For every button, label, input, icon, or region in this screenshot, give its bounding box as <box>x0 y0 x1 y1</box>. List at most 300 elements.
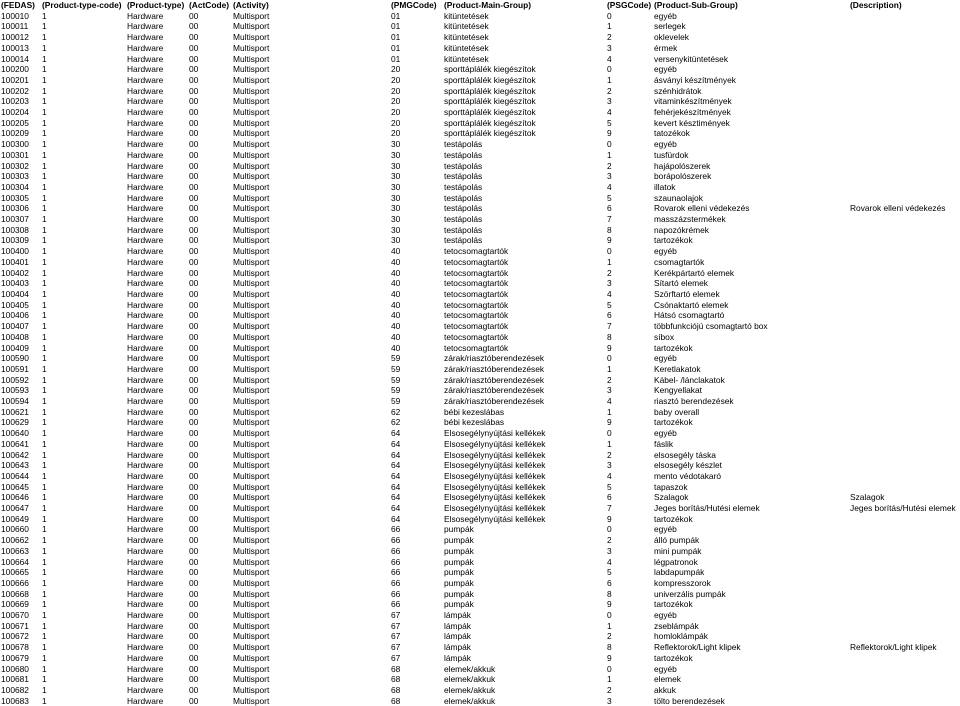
activity-cell: Multisport <box>233 610 270 621</box>
fedas-cell: 100593 <box>1 385 29 396</box>
product-sub-group-cell: egyéb <box>654 139 677 150</box>
pmgcode-cell: 30 <box>391 171 401 182</box>
product-sub-group-cell: univerzális pumpák <box>654 588 726 599</box>
product-type-cell: Hardware <box>127 203 164 214</box>
pmgcode-cell: 30 <box>391 192 401 203</box>
table-row <box>0 450 960 461</box>
activity-cell: Multisport <box>233 107 270 118</box>
product-type-cell: Hardware <box>127 117 164 128</box>
activity-cell: Multisport <box>233 246 270 257</box>
col-header-actcode: (ActCode) <box>189 0 230 10</box>
fedas-cell: 100405 <box>1 299 29 310</box>
product-type-cell: Hardware <box>127 449 164 460</box>
psgcode-cell: 3 <box>607 171 612 182</box>
product-sub-group-cell: Jeges borítás/Hutési elemek <box>654 503 760 514</box>
product-main-group-cell: kitüntetések <box>444 42 489 53</box>
actcode-cell: 00 <box>189 685 199 695</box>
product-type-cell: Hardware <box>127 42 164 53</box>
activity-cell: Multisport <box>233 481 270 492</box>
fedas-cell: 100012 <box>1 32 29 43</box>
description-cell <box>849 278 960 289</box>
actcode-cell: 00 <box>189 503 199 514</box>
fedas-cell: 100594 <box>1 396 29 407</box>
product-type-cell: Hardware <box>127 674 164 685</box>
psgcode-cell: 0 <box>607 610 612 621</box>
product-type-code-cell: 1 <box>42 428 47 439</box>
product-type-code-cell: 1 <box>42 235 47 246</box>
psgcode-cell: 1 <box>607 438 612 449</box>
pmgcode-cell: 59 <box>391 385 401 396</box>
pmgcode-cell: 40 <box>391 331 401 342</box>
fedas-cell: 100669 <box>1 599 29 610</box>
product-sub-group-cell: tatozékok <box>654 128 690 139</box>
table-row <box>0 235 960 246</box>
product-main-group-cell: sporttáplálék kiegészítok <box>444 85 536 96</box>
product-type-cell: Hardware <box>127 545 164 556</box>
psgcode-cell: 9 <box>607 513 612 524</box>
table-row <box>0 599 960 610</box>
product-sub-group-cell: Szalagok <box>654 492 689 503</box>
description-cell <box>849 257 960 268</box>
product-type-cell: Hardware <box>127 588 164 599</box>
product-sub-group-cell: borápolószerek <box>654 171 712 182</box>
pmgcode-cell: 64 <box>391 503 401 514</box>
product-type-code-cell: 1 <box>42 610 47 621</box>
actcode-cell: 00 <box>189 342 199 353</box>
product-type-code-cell: 1 <box>42 299 47 310</box>
actcode-cell: 00 <box>189 674 199 685</box>
table-row <box>0 310 960 321</box>
product-main-group-cell: testápolás <box>444 171 483 182</box>
product-type-code-cell: 1 <box>42 577 47 588</box>
description-cell <box>849 310 960 321</box>
description-cell <box>849 364 960 375</box>
psgcode-cell: 4 <box>607 53 612 64</box>
table-row <box>0 674 960 685</box>
table-row <box>0 503 960 514</box>
psgcode-cell: 6 <box>607 310 612 321</box>
product-main-group-cell: testápolás <box>444 203 483 214</box>
fedas-cell: 100641 <box>1 438 29 449</box>
description-cell <box>849 214 960 225</box>
description-cell <box>849 664 960 675</box>
fedas-cell: 100647 <box>1 503 29 514</box>
product-main-group-cell: kitüntetések <box>444 32 489 43</box>
product-type-code-cell: 1 <box>42 524 47 535</box>
actcode-cell: 00 <box>189 32 199 43</box>
pmgcode-cell: 67 <box>391 631 401 642</box>
psgcode-cell: 2 <box>607 160 612 171</box>
product-sub-group-cell: vitaminkészítmények <box>654 96 732 107</box>
fedas-cell: 100305 <box>1 192 29 203</box>
activity-cell: Multisport <box>233 663 270 674</box>
psgcode-cell: 5 <box>607 481 612 492</box>
table-row <box>0 664 960 675</box>
product-main-group-cell: sporttáplálék kiegészítok <box>444 107 536 118</box>
product-type-cell: Hardware <box>127 599 164 610</box>
fedas-cell: 100303 <box>1 171 29 182</box>
product-main-group-cell: testápolás <box>444 214 483 225</box>
fedas-cell: 100678 <box>1 642 29 653</box>
activity-cell: Multisport <box>233 214 270 225</box>
actcode-cell: 00 <box>189 631 199 642</box>
product-type-cell: Hardware <box>127 620 164 631</box>
product-sub-group-cell: elsosegély táska <box>654 449 716 460</box>
description-cell <box>849 75 960 86</box>
product-main-group-cell: zárak/riasztóberendezések <box>444 363 545 374</box>
description-cell <box>849 225 960 236</box>
actcode-cell: 00 <box>189 278 199 289</box>
product-main-group-cell: pumpák <box>444 524 474 535</box>
product-type-cell: Hardware <box>127 610 164 621</box>
activity-cell: Multisport <box>233 181 270 192</box>
product-main-group-cell: tetocsomagtartók <box>444 246 509 257</box>
table-row <box>0 514 960 525</box>
pmgcode-cell: 59 <box>391 353 401 364</box>
pmgcode-cell: 40 <box>391 342 401 353</box>
product-main-group-cell: elemek/akkuk <box>444 685 496 695</box>
product-type-cell: Hardware <box>127 139 164 150</box>
activity-cell: Multisport <box>233 417 270 428</box>
fedas-cell: 100011 <box>1 21 29 32</box>
pmgcode-cell: 64 <box>391 438 401 449</box>
product-type-cell: Hardware <box>127 631 164 642</box>
product-type-cell: Hardware <box>127 567 164 578</box>
pmgcode-cell: 64 <box>391 428 401 439</box>
product-type-code-cell: 1 <box>42 74 47 85</box>
activity-cell: Multisport <box>233 374 270 385</box>
pmgcode-cell: 40 <box>391 321 401 332</box>
fedas-cell: 100668 <box>1 588 29 599</box>
activity-cell: Multisport <box>233 685 270 695</box>
product-type-cell: Hardware <box>127 513 164 524</box>
actcode-cell: 00 <box>189 85 199 96</box>
product-main-group-cell: Elsosegélynyújtási kellékek <box>444 449 546 460</box>
product-type-cell: Hardware <box>127 96 164 107</box>
actcode-cell: 00 <box>189 331 199 342</box>
fedas-cell: 100663 <box>1 545 29 556</box>
activity-cell: Multisport <box>233 460 270 471</box>
activity-cell: Multisport <box>233 160 270 171</box>
psgcode-cell: 0 <box>607 64 612 75</box>
activity-cell: Multisport <box>233 342 270 353</box>
psgcode-cell: 2 <box>607 267 612 278</box>
fedas-cell: 100665 <box>1 567 29 578</box>
product-main-group-cell: testápolás <box>444 192 483 203</box>
description-cell <box>849 546 960 557</box>
product-sub-group-cell: tölto berendezések <box>654 695 725 706</box>
fedas-cell: 100672 <box>1 631 29 642</box>
product-sub-group-cell: tusfürdok <box>654 149 689 160</box>
actcode-cell: 00 <box>189 53 199 64</box>
product-type-cell: Hardware <box>127 417 164 428</box>
product-type-cell: Hardware <box>127 642 164 653</box>
description-cell <box>849 118 960 129</box>
fedas-cell: 100403 <box>1 278 29 289</box>
psgcode-cell: 3 <box>607 385 612 396</box>
fedas-cell: 100629 <box>1 417 29 428</box>
fedas-cell: 100590 <box>1 353 29 364</box>
activity-cell: Multisport <box>233 652 270 663</box>
product-sub-group-cell: egyéb <box>654 246 677 257</box>
pmgcode-cell: 66 <box>391 524 401 535</box>
product-type-cell: Hardware <box>127 503 164 514</box>
product-type-code-cell: 1 <box>42 160 47 171</box>
product-sub-group-cell: kevert késztimények <box>654 117 730 128</box>
description-cell <box>849 385 960 396</box>
product-type-code-cell: 1 <box>42 652 47 663</box>
product-sub-group-cell: homloklámpák <box>654 631 708 642</box>
actcode-cell: 00 <box>189 524 199 535</box>
product-type-code-cell: 1 <box>42 470 47 481</box>
product-type-code-cell: 1 <box>42 385 47 396</box>
product-type-code-cell: 1 <box>42 288 47 299</box>
pmgcode-cell: 40 <box>391 310 401 321</box>
product-main-group-cell: elemek/akkuk <box>444 663 496 674</box>
product-type-code-cell: 1 <box>42 192 47 203</box>
product-type-code-cell: 1 <box>42 246 47 257</box>
pmgcode-cell: 20 <box>391 107 401 118</box>
fedas-cell: 100408 <box>1 331 29 342</box>
description-cell <box>849 375 960 386</box>
product-main-group-cell: bébi kezeslábas <box>444 417 505 428</box>
description-cell <box>849 589 960 600</box>
product-main-group-cell: elemek/akkuk <box>444 674 496 685</box>
activity-cell: Multisport <box>233 524 270 535</box>
description-cell <box>849 332 960 343</box>
actcode-cell: 00 <box>189 299 199 310</box>
description-cell <box>849 64 960 75</box>
product-type-cell: Hardware <box>127 278 164 289</box>
activity-cell: Multisport <box>233 117 270 128</box>
pmgcode-cell: 64 <box>391 460 401 471</box>
actcode-cell: 00 <box>189 695 199 706</box>
fedas-cell: 100407 <box>1 321 29 332</box>
psgcode-cell: 1 <box>607 363 612 374</box>
actcode-cell: 00 <box>189 492 199 503</box>
table-row <box>0 182 960 193</box>
psgcode-cell: 9 <box>607 599 612 610</box>
activity-cell: Multisport <box>233 470 270 481</box>
pmgcode-cell: 20 <box>391 96 401 107</box>
product-main-group-cell: kitüntetések <box>444 21 489 32</box>
activity-cell: Multisport <box>233 363 270 374</box>
product-type-code-cell: 1 <box>42 363 47 374</box>
table-row <box>0 353 960 364</box>
product-type-code-cell: 1 <box>42 513 47 524</box>
table-row <box>0 268 960 279</box>
description-cell <box>849 621 960 632</box>
activity-cell: Multisport <box>233 278 270 289</box>
product-type-cell: Hardware <box>127 310 164 321</box>
psgcode-cell: 2 <box>607 374 612 385</box>
product-type-code-cell: 1 <box>42 10 47 21</box>
product-type-code-cell: 1 <box>42 171 47 182</box>
col-header-product-main-group: (Product-Main-Group) <box>444 0 531 10</box>
psgcode-cell: 9 <box>607 652 612 663</box>
description-cell <box>849 343 960 354</box>
activity-cell: Multisport <box>233 567 270 578</box>
product-type-cell: Hardware <box>127 85 164 96</box>
activity-cell: Multisport <box>233 631 270 642</box>
table-row <box>0 567 960 578</box>
activity-cell: Multisport <box>233 224 270 235</box>
product-main-group-cell: tetocsomagtartók <box>444 321 509 332</box>
psgcode-cell: 4 <box>607 181 612 192</box>
fedas-cell: 100202 <box>1 85 29 96</box>
table-body <box>0 11 960 706</box>
fedas-cell: 100409 <box>1 342 29 353</box>
product-main-group-cell: zárak/riasztóberendezések <box>444 353 545 364</box>
activity-cell: Multisport <box>233 85 270 96</box>
product-main-group-cell: Elsosegélynyújtási kellékek <box>444 492 546 503</box>
description-cell <box>849 21 960 32</box>
description-cell <box>849 171 960 182</box>
table-row <box>0 203 960 214</box>
pmgcode-cell: 40 <box>391 256 401 267</box>
table-row <box>0 32 960 43</box>
fedas-cell: 100640 <box>1 428 29 439</box>
activity-cell: Multisport <box>233 545 270 556</box>
product-sub-group-cell: Kerékpártartó elemek <box>654 267 735 278</box>
product-type-code-cell: 1 <box>42 128 47 139</box>
table-row <box>0 557 960 568</box>
product-sub-group-cell: kompresszorok <box>654 577 711 588</box>
table-row <box>0 482 960 493</box>
product-sub-group-cell: egyéb <box>654 428 677 439</box>
activity-cell: Multisport <box>233 299 270 310</box>
product-type-cell: Hardware <box>127 288 164 299</box>
product-sub-group-cell: versenykitüntetések <box>654 53 729 64</box>
activity-cell: Multisport <box>233 171 270 182</box>
description-cell <box>849 482 960 493</box>
product-main-group-cell: Elsosegélynyújtási kellékek <box>444 428 546 439</box>
actcode-cell: 00 <box>189 652 199 663</box>
pmgcode-cell: 64 <box>391 492 401 503</box>
pmgcode-cell: 68 <box>391 695 401 706</box>
product-main-group-cell: Elsosegélynyújtási kellékek <box>444 513 546 524</box>
psgcode-cell: 7 <box>607 321 612 332</box>
col-header-psgcode: (PSGCode) <box>607 0 652 10</box>
activity-cell: Multisport <box>233 32 270 43</box>
pmgcode-cell: 01 <box>391 42 401 53</box>
col-header-product-type-code: (Product-type-code) <box>42 0 122 10</box>
pmgcode-cell: 62 <box>391 406 401 417</box>
pmgcode-cell: 67 <box>391 652 401 663</box>
product-sub-group-cell: akkuk <box>654 685 676 695</box>
product-type-code-cell: 1 <box>42 417 47 428</box>
product-type-code-cell: 1 <box>42 663 47 674</box>
product-sub-group-cell: Reflektorok/Light klipek <box>654 642 741 653</box>
product-type-code-cell: 1 <box>42 535 47 546</box>
fedas-cell: 100592 <box>1 374 29 385</box>
product-type-cell: Hardware <box>127 331 164 342</box>
product-type-cell: Hardware <box>127 246 164 257</box>
product-type-code-cell: 1 <box>42 96 47 107</box>
product-main-group-cell: Elsosegélynyújtási kellékek <box>444 503 546 514</box>
activity-cell: Multisport <box>233 149 270 160</box>
product-sub-group-cell: tartozékok <box>654 652 693 663</box>
product-type-cell: Hardware <box>127 363 164 374</box>
psgcode-cell: 9 <box>607 417 612 428</box>
product-type-cell: Hardware <box>127 128 164 139</box>
activity-cell: Multisport <box>233 406 270 417</box>
table-row <box>0 332 960 343</box>
fedas-cell: 100309 <box>1 235 29 246</box>
pmgcode-cell: 68 <box>391 663 401 674</box>
pmgcode-cell: 66 <box>391 567 401 578</box>
fedas-cell: 100645 <box>1 481 29 492</box>
actcode-cell: 00 <box>189 96 199 107</box>
product-main-group-cell: pumpák <box>444 567 474 578</box>
pmgcode-cell: 59 <box>391 363 401 374</box>
table-row <box>0 385 960 396</box>
product-type-cell: Hardware <box>127 299 164 310</box>
product-sub-group-cell: elsosegély készlet <box>654 460 722 471</box>
product-main-group-cell: lámpák <box>444 652 471 663</box>
psgcode-cell: 1 <box>607 406 612 417</box>
activity-cell: Multisport <box>233 588 270 599</box>
activity-cell: Multisport <box>233 449 270 460</box>
psgcode-cell: 3 <box>607 545 612 556</box>
product-type-code-cell: 1 <box>42 374 47 385</box>
actcode-cell: 00 <box>189 620 199 631</box>
table-row <box>0 364 960 375</box>
product-type-cell: Hardware <box>127 32 164 43</box>
product-type-cell: Hardware <box>127 396 164 407</box>
actcode-cell: 00 <box>189 267 199 278</box>
actcode-cell: 00 <box>189 107 199 118</box>
actcode-cell: 00 <box>189 246 199 257</box>
fedas-cell: 100660 <box>1 524 29 535</box>
product-main-group-cell: pumpák <box>444 599 474 610</box>
fedas-cell: 100670 <box>1 610 29 621</box>
pmgcode-cell: 62 <box>391 417 401 428</box>
product-type-cell: Hardware <box>127 652 164 663</box>
description-cell <box>849 96 960 107</box>
product-type-code-cell: 1 <box>42 492 47 503</box>
product-type-code-cell: 1 <box>42 396 47 407</box>
fedas-cell: 100649 <box>1 513 29 524</box>
fedas-cell: 100010 <box>1 10 29 21</box>
table-row <box>0 524 960 535</box>
pmgcode-cell: 01 <box>391 32 401 43</box>
fedas-cell: 100680 <box>1 663 29 674</box>
pmgcode-cell: 68 <box>391 674 401 685</box>
pmgcode-cell: 20 <box>391 128 401 139</box>
pmgcode-cell: 66 <box>391 588 401 599</box>
product-type-code-cell: 1 <box>42 203 47 214</box>
product-main-group-cell: tetocsomagtartók <box>444 267 509 278</box>
psgcode-cell: 3 <box>607 460 612 471</box>
activity-cell: Multisport <box>233 192 270 203</box>
product-sub-group-cell: Rovarok elleni védekezés <box>654 203 750 214</box>
product-sub-group-cell: szaunaolajok <box>654 192 703 203</box>
col-header-product-type: (Product-type) <box>127 0 185 10</box>
psgcode-cell: 2 <box>607 631 612 642</box>
activity-cell: Multisport <box>233 256 270 267</box>
actcode-cell: 00 <box>189 42 199 53</box>
product-type-cell: Hardware <box>127 385 164 396</box>
pmgcode-cell: 64 <box>391 513 401 524</box>
product-sub-group-cell: egyéb <box>654 10 677 21</box>
actcode-cell: 00 <box>189 192 199 203</box>
table-row <box>0 171 960 182</box>
product-sub-group-cell: csomagtartók <box>654 256 705 267</box>
table-row <box>0 54 960 65</box>
product-main-group-cell: testápolás <box>444 235 483 246</box>
activity-cell: Multisport <box>233 620 270 631</box>
